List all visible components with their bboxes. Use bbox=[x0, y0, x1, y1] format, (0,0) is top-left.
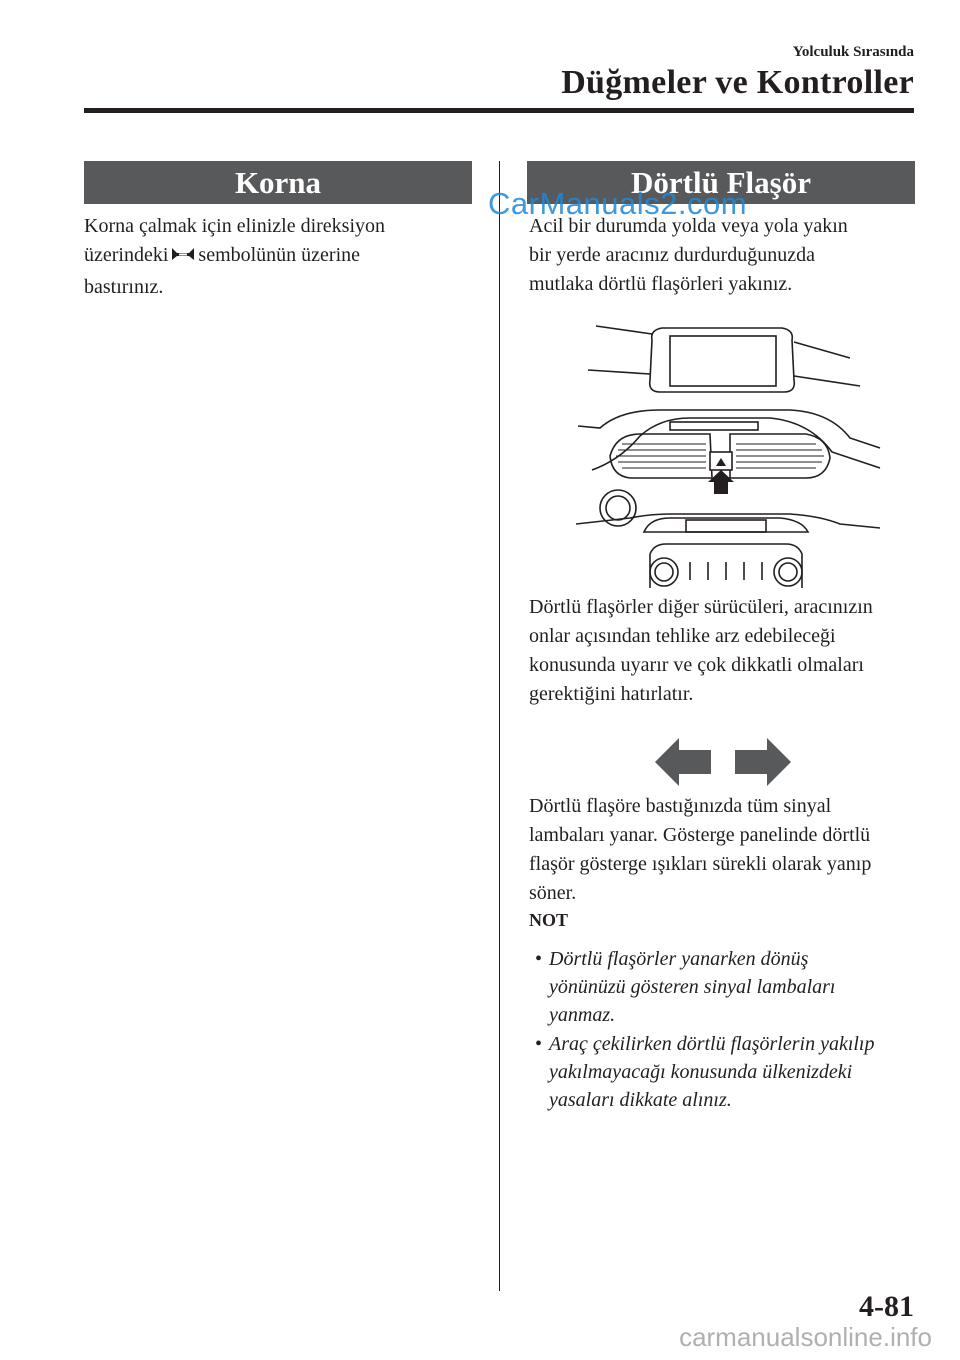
column-divider bbox=[499, 161, 500, 1291]
note-title: NOT bbox=[529, 910, 569, 930]
note-1-line: yönünüzü gösteren sinyal lambaları bbox=[549, 976, 836, 998]
hazard-intro-line: Acil bir durumda yolda veya yola yakın bbox=[529, 215, 848, 237]
horn-icon bbox=[170, 244, 196, 273]
korna-line-2 bbox=[84, 241, 484, 273]
section-label: Yolculuk Sırasında bbox=[792, 44, 914, 60]
note-2-line: yakılmayacağı konusunda ülkenizdeki bbox=[549, 1061, 853, 1083]
bullet: • bbox=[535, 1033, 543, 1055]
korna-line-1: Korna çalmak için elinizle direksiyon bbox=[84, 215, 386, 237]
hazard-para-3-line: lambaları yanar. Gösterge panelinde dörtlü bbox=[529, 824, 871, 846]
note-item-1 bbox=[535, 945, 919, 1029]
hazard-intro-line: mutlaka dörtlü flaşörleri yakınız. bbox=[529, 273, 793, 295]
hazard-intro-line: bir yerde aracınız durdurduğunuzda bbox=[529, 244, 815, 266]
hazard-para-2 bbox=[529, 593, 919, 709]
header-rule bbox=[84, 108, 914, 113]
page-title: Düğmeler ve Kontroller bbox=[561, 64, 914, 101]
footer-url: carmanualsonline.info bbox=[679, 1322, 932, 1352]
page-number: 4-81 bbox=[859, 1290, 914, 1323]
left-arrow-icon bbox=[655, 738, 711, 786]
turn-signal-indicators bbox=[655, 738, 791, 786]
korna-line-2-after: sembolünün üzerine bbox=[198, 244, 361, 266]
hazard-para-2-line: gerektiğini hatırlatır. bbox=[529, 683, 694, 705]
hazard-para-2-line: onlar açısından tehlike arz edebileceği bbox=[529, 625, 836, 647]
hazard-para-3-line: söner. bbox=[529, 882, 577, 904]
note-2-line: yasaları dikkate alınız. bbox=[549, 1089, 732, 1111]
note-1-line: Dörtlü flaşörler yanarken dönüş bbox=[549, 948, 809, 970]
korna-line-3: bastırınız. bbox=[84, 276, 164, 298]
note-item-2 bbox=[535, 1030, 919, 1114]
hazard-para-2-line: Dörtlü flaşörler diğer sürücüleri, aracınızın bbox=[529, 596, 873, 618]
korna-line-2-before: üzerindeki bbox=[84, 244, 169, 266]
hazard-para-2-line: konusunda uyarır ve çok dikkatli olmaları bbox=[529, 654, 864, 676]
bullet: • bbox=[535, 948, 543, 970]
hazard-para-3 bbox=[529, 792, 919, 908]
dashboard-illustration bbox=[570, 318, 890, 588]
hazard-intro bbox=[529, 212, 919, 299]
note-1-line: yanmaz. bbox=[549, 1004, 616, 1026]
hazard-heading: Dörtlü Flaşör bbox=[527, 161, 915, 204]
right-arrow-icon bbox=[735, 738, 791, 786]
watermark: CarManuals2.com bbox=[488, 186, 748, 221]
hazard-para-3-line: flaşör gösterge ışıkları sürekli olarak yanıp bbox=[529, 853, 872, 875]
note-2-line: Araç çekilirken dörtlü flaşörlerin yakılıp bbox=[549, 1033, 875, 1055]
korna-paragraph bbox=[84, 212, 484, 302]
korna-heading: Korna bbox=[84, 161, 472, 204]
hazard-para-3-line: Dörtlü flaşöre bastığınızda tüm sinyal bbox=[529, 795, 832, 817]
